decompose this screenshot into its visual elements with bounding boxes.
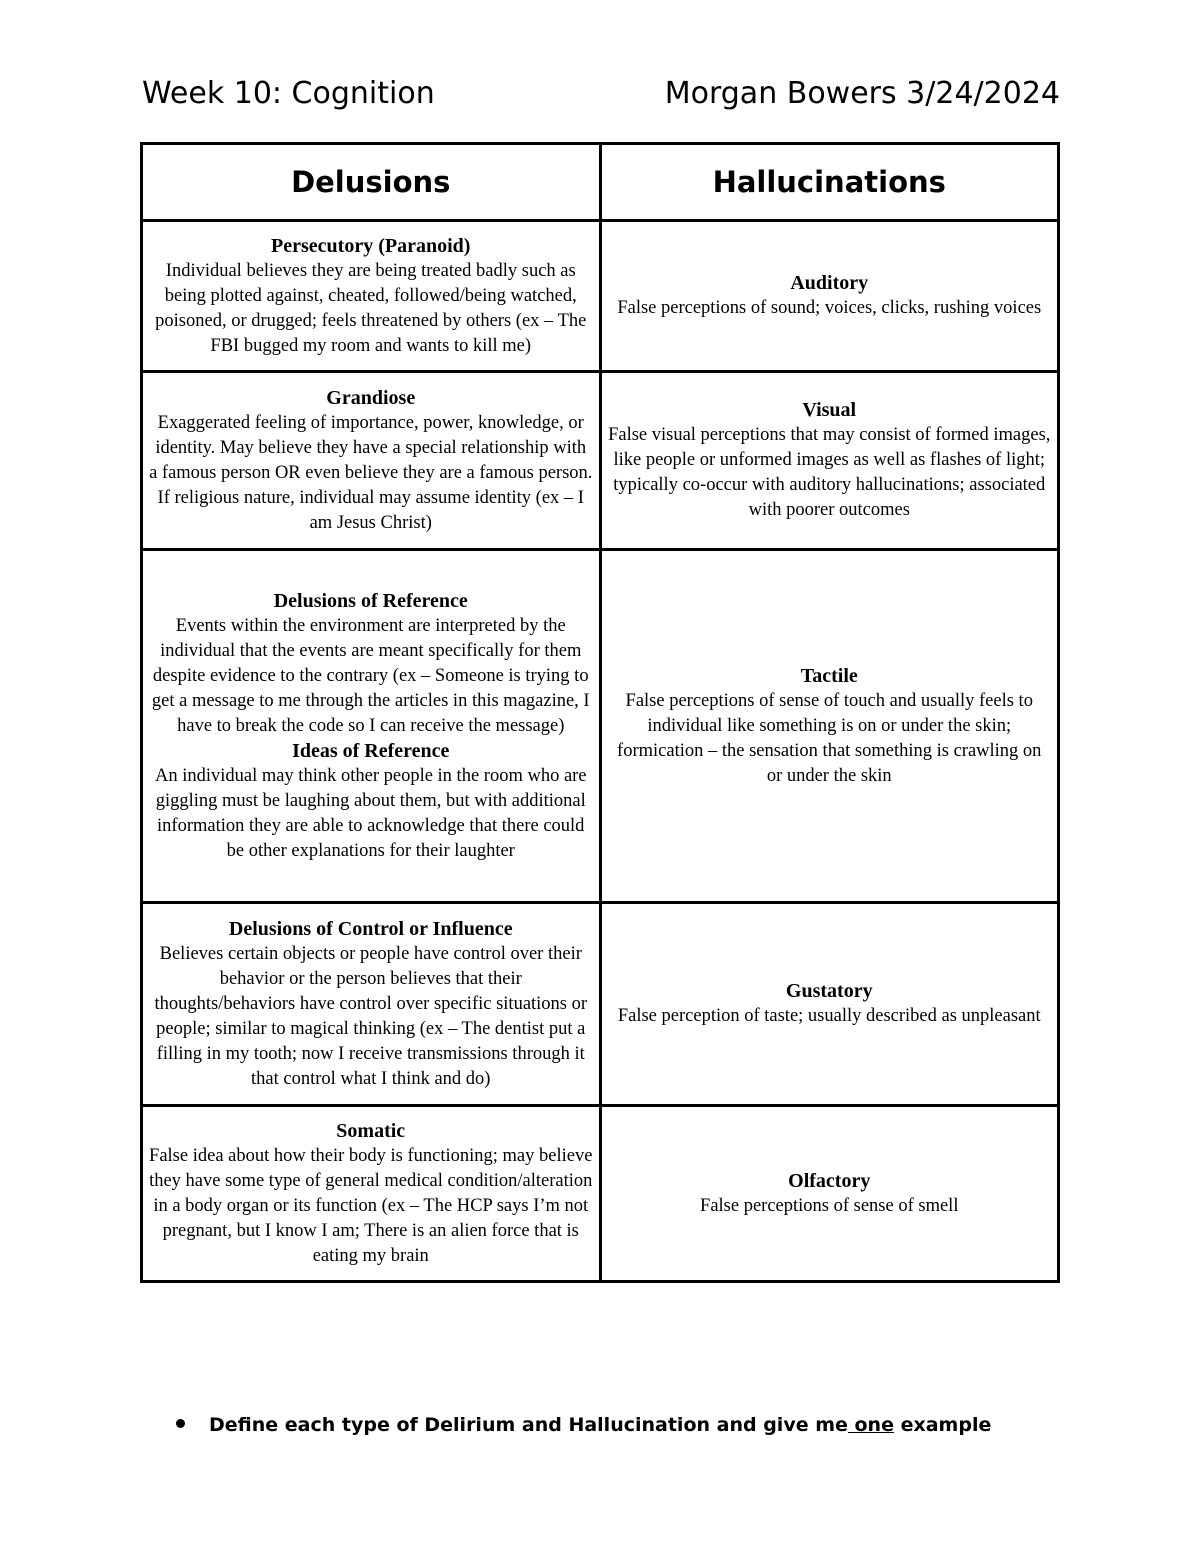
table-row (142, 903, 1059, 1106)
column-header-hallucinations: Hallucinations (600, 144, 1059, 221)
hallucination-title: Tactile (800, 664, 858, 687)
delusion-description: Events within the environment are interpreted by the individual that the events are meant specifically for them despite evidence to the contrary (ex – Someone is trying to get a message to me through the articles in this magazine, I have to break the code so I can receive the message) (151, 615, 590, 736)
hallucination-description: False perceptions of sound; voices, clicks, rushing voices (617, 298, 1042, 318)
delusion-cell-somatic (142, 1106, 601, 1282)
delusion-cell-grandiose (142, 372, 601, 550)
column-header-delusions: Delusions (142, 144, 601, 221)
document-title: Week 10: Cognition (142, 76, 435, 111)
assignment-instruction (176, 1414, 991, 1436)
hallucination-cell-gustatory (600, 903, 1059, 1106)
delusion-title: Grandiose (326, 386, 416, 409)
delusion-cell-persecutory (142, 221, 601, 372)
delusion-description: Exaggerated feeling of importance, power, knowledge, or identity. May believe they have a special relationship with a famous person OR even believe they are a famous person. If religious nature, individual may assume identity (ex – I am Jesus Christ) (149, 412, 593, 533)
page-header (142, 70, 1060, 120)
hallucination-description: False perception of taste; usually described as unpleasant (617, 1006, 1041, 1026)
author-and-date: Morgan Bowers 3/24/2024 (664, 76, 1060, 111)
delusion-title: Delusions of Reference (273, 589, 468, 612)
hallucination-cell-tactile (600, 550, 1059, 903)
instruction-text-end: example (893, 1414, 992, 1436)
table-row (142, 221, 1059, 372)
delusion-title: Delusions of Control or Influence (228, 917, 513, 940)
delusion-cell-reference (142, 550, 601, 903)
hallucination-title: Auditory (790, 272, 869, 294)
delusion-description: Individual believes they are being treated badly such as being plotted against, cheated, followed/being watched, poisoned, or drugged; feels threatened by others (ex – The FBI bugged my room and wants to kill me) (155, 260, 587, 356)
hallucination-cell-auditory (600, 221, 1059, 372)
table-row (142, 550, 1059, 903)
hallucination-cell-olfactory (600, 1106, 1059, 1282)
delusion-description: An individual may think other people in the room who are giggling must be laughing about them, but with additional information they are able to acknowledge that there could be other explanations for their laughter (154, 765, 587, 861)
hallucination-description: False visual perceptions that may consist of formed images, like people or unformed images as well as flashes of light; typically co-occur with auditory hallucinations; associated with poorer outcomes (608, 425, 1051, 520)
delusion-title: Somatic (336, 1119, 406, 1142)
delusion-description: Believes certain objects or people have control over their behavior or the person believes that their thoughts/behaviors have control over specific situations or people; similar to magical thinking (ex – The dentist put a filling in my tooth; now I receive transmissions through it that control what I think and do) (154, 943, 588, 1089)
table-row (142, 1106, 1059, 1282)
delusion-cell-control (142, 903, 601, 1106)
table-row (142, 372, 1059, 550)
instruction-emphasis: one (847, 1414, 894, 1436)
hallucination-cell-visual (600, 372, 1059, 550)
delusion-description: False idea about how their body is functioning; may believe they have some type of general medical condition/alteration in a body organ or its function (ex – The HCP says I’m not pregnant, but I know I am; There is an alien force that is eating my brain (149, 1145, 593, 1266)
comparison-table (140, 142, 1060, 1283)
hallucination-title: Olfactory (788, 1169, 871, 1192)
hallucination-description: False perceptions of sense of smell (700, 1195, 959, 1216)
instruction-text: Define each type of Delirium and Hallucination and give me (209, 1414, 848, 1436)
hallucination-title: Gustatory (785, 980, 873, 1002)
bullet-icon (176, 1419, 185, 1428)
delusion-title: Persecutory (Paranoid) (271, 234, 471, 257)
hallucination-title: Visual (802, 399, 857, 421)
hallucination-description: False perceptions of sense of touch and usually feels to individual like something is on or under the skin; formication – the sensation that something is crawling on or under the skin (617, 690, 1042, 786)
table-header-row (142, 144, 1059, 221)
delusion-title: Ideas of Reference (292, 739, 450, 762)
